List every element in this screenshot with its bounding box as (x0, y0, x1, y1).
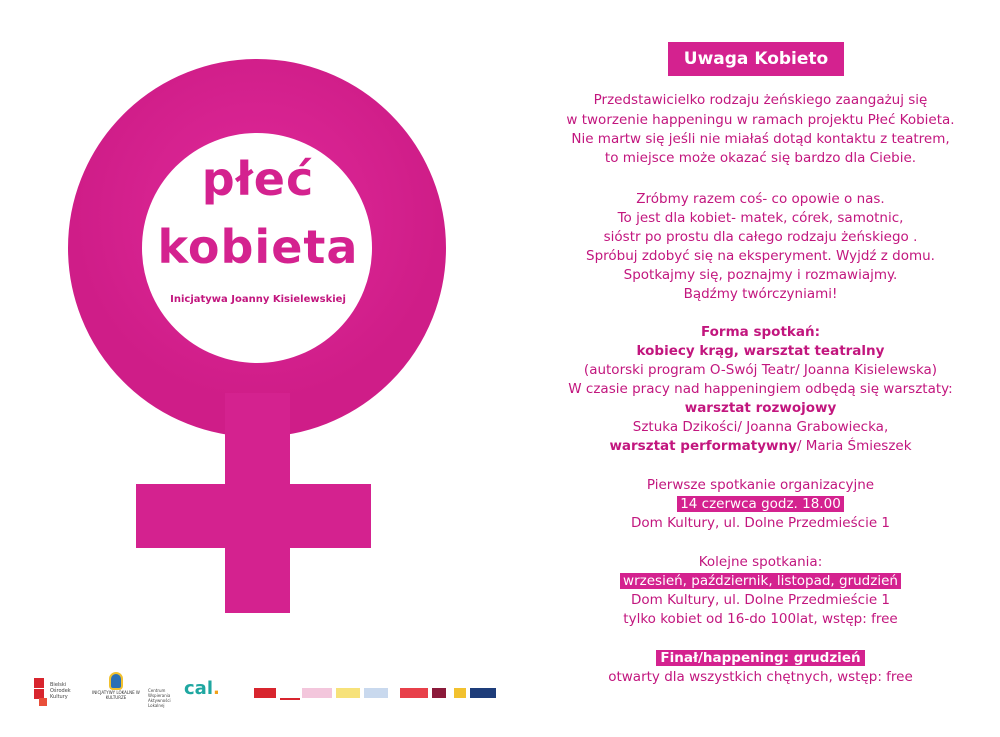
forma-heading: Forma spotkań: (700, 324, 820, 340)
first-meeting-date: 14 czerwca godz. 18.00 (677, 496, 844, 512)
intro-line-3: Nie martw się jeśli nie miałaś dotąd kontaktu z teatrem, (571, 131, 950, 147)
media-logo-4 (336, 688, 360, 698)
partner-logos (26, 670, 506, 718)
final-row (548, 648, 973, 668)
intro2-line-5: Spotkajmy się, poznajmy i rozmawiajmy. (623, 267, 898, 283)
forma-line-6 (548, 436, 973, 456)
next-months-row (548, 571, 973, 591)
intro2-line-2: To jest dla kobiet- matek, córek, samotnic, (617, 210, 904, 226)
media-logo-6 (400, 688, 428, 698)
media-logo-5 (364, 688, 388, 698)
poster-title-line1: płeć (201, 152, 315, 206)
bok-logo (34, 678, 71, 708)
first-meeting-label: Pierwsze spotkanie organizacyjne (646, 477, 875, 493)
first-meeting-place: Dom Kultury, ul. Dolne Przedmieście 1 (630, 515, 891, 531)
intro2-line-3: sióstr po prostu dla całego rodzaju żeńskiego . (603, 229, 918, 245)
inicjatywy-logo (86, 672, 146, 712)
first-meeting-date-row (548, 494, 973, 514)
express-logo (470, 688, 496, 698)
forma-line-6-rest: / Maria Śmieszek (796, 438, 912, 454)
info-column (548, 0, 973, 737)
media-logo-8 (454, 688, 466, 698)
cal-logo-text: cal (184, 678, 213, 699)
intro-line-1: Przedstawicielko rodzaju żeńskiego zaangażuj się (593, 92, 928, 108)
forma-line-4: warsztat rozwojowy (684, 400, 837, 416)
next-meetings-place: Dom Kultury, ul. Dolne Przedmieście 1 (630, 592, 891, 608)
forma-line-6-bold: warsztat performatywny (609, 438, 797, 454)
poster-subtitle: Inicjatywa Joanny Kisielewskiej (170, 294, 346, 305)
intro2-line-1: Zróbmy razem coś- co opowie o nas. (636, 191, 885, 207)
intro2-line-4: Spróbuj zdobyć się na eksperyment. Wyjdź z domu. (586, 248, 935, 264)
intro-line-2: w tworzenie happeningu w ramach projektu Płeć Kobieta. (566, 112, 955, 128)
cal-logo-dot: . (213, 678, 220, 699)
media-logo-3 (302, 688, 332, 698)
media-logo-2 (280, 688, 300, 700)
inicjatywy-logo-text: INICJATYWY LOKALNE W KULTURZE (92, 690, 140, 700)
forma-line-5: Sztuka Dzikości/ Joanna Grabowiecka, (632, 419, 889, 435)
bok-logo-text: Bielski Ośrodek Kultury (50, 682, 71, 700)
next-months: wrzesień, październik, listopad, grudzień (620, 573, 901, 589)
lightbulb-icon (109, 672, 123, 690)
intro-line-4: to miejsce może okazać się bardzo dla Ciebie. (604, 150, 917, 166)
forma-line-1: kobiecy krąg, warsztat teatralny (636, 343, 885, 359)
final-note: otwarty dla wszystkich chętnych, wstęp: free (608, 669, 913, 685)
poster-title-line2: kobieta (157, 220, 359, 274)
cwal-logo-text: Centrum Wspierania Aktywności Lokalnej (148, 688, 171, 708)
next-meetings-label: Kolejne spotkania: (698, 554, 823, 570)
media-logo-7 (432, 688, 446, 698)
audience-note: tylko kobiet od 16-do 100lat, wstęp: free (623, 611, 898, 627)
forma-line-3: W czasie pracy nad happeningiem odbędą się warsztaty: (568, 381, 953, 397)
forma-line-2: (autorski program O-Swój Teatr/ Joanna Kisielewska) (583, 362, 938, 378)
intro2-line-6: Bądźmy twórczyniami! (683, 286, 838, 302)
media-logo-1 (254, 688, 276, 698)
uwaga-heading: Uwaga Kobieto (668, 42, 844, 76)
final-label: Finał/happening: grudzień (656, 650, 864, 666)
cal-logo (184, 678, 220, 699)
